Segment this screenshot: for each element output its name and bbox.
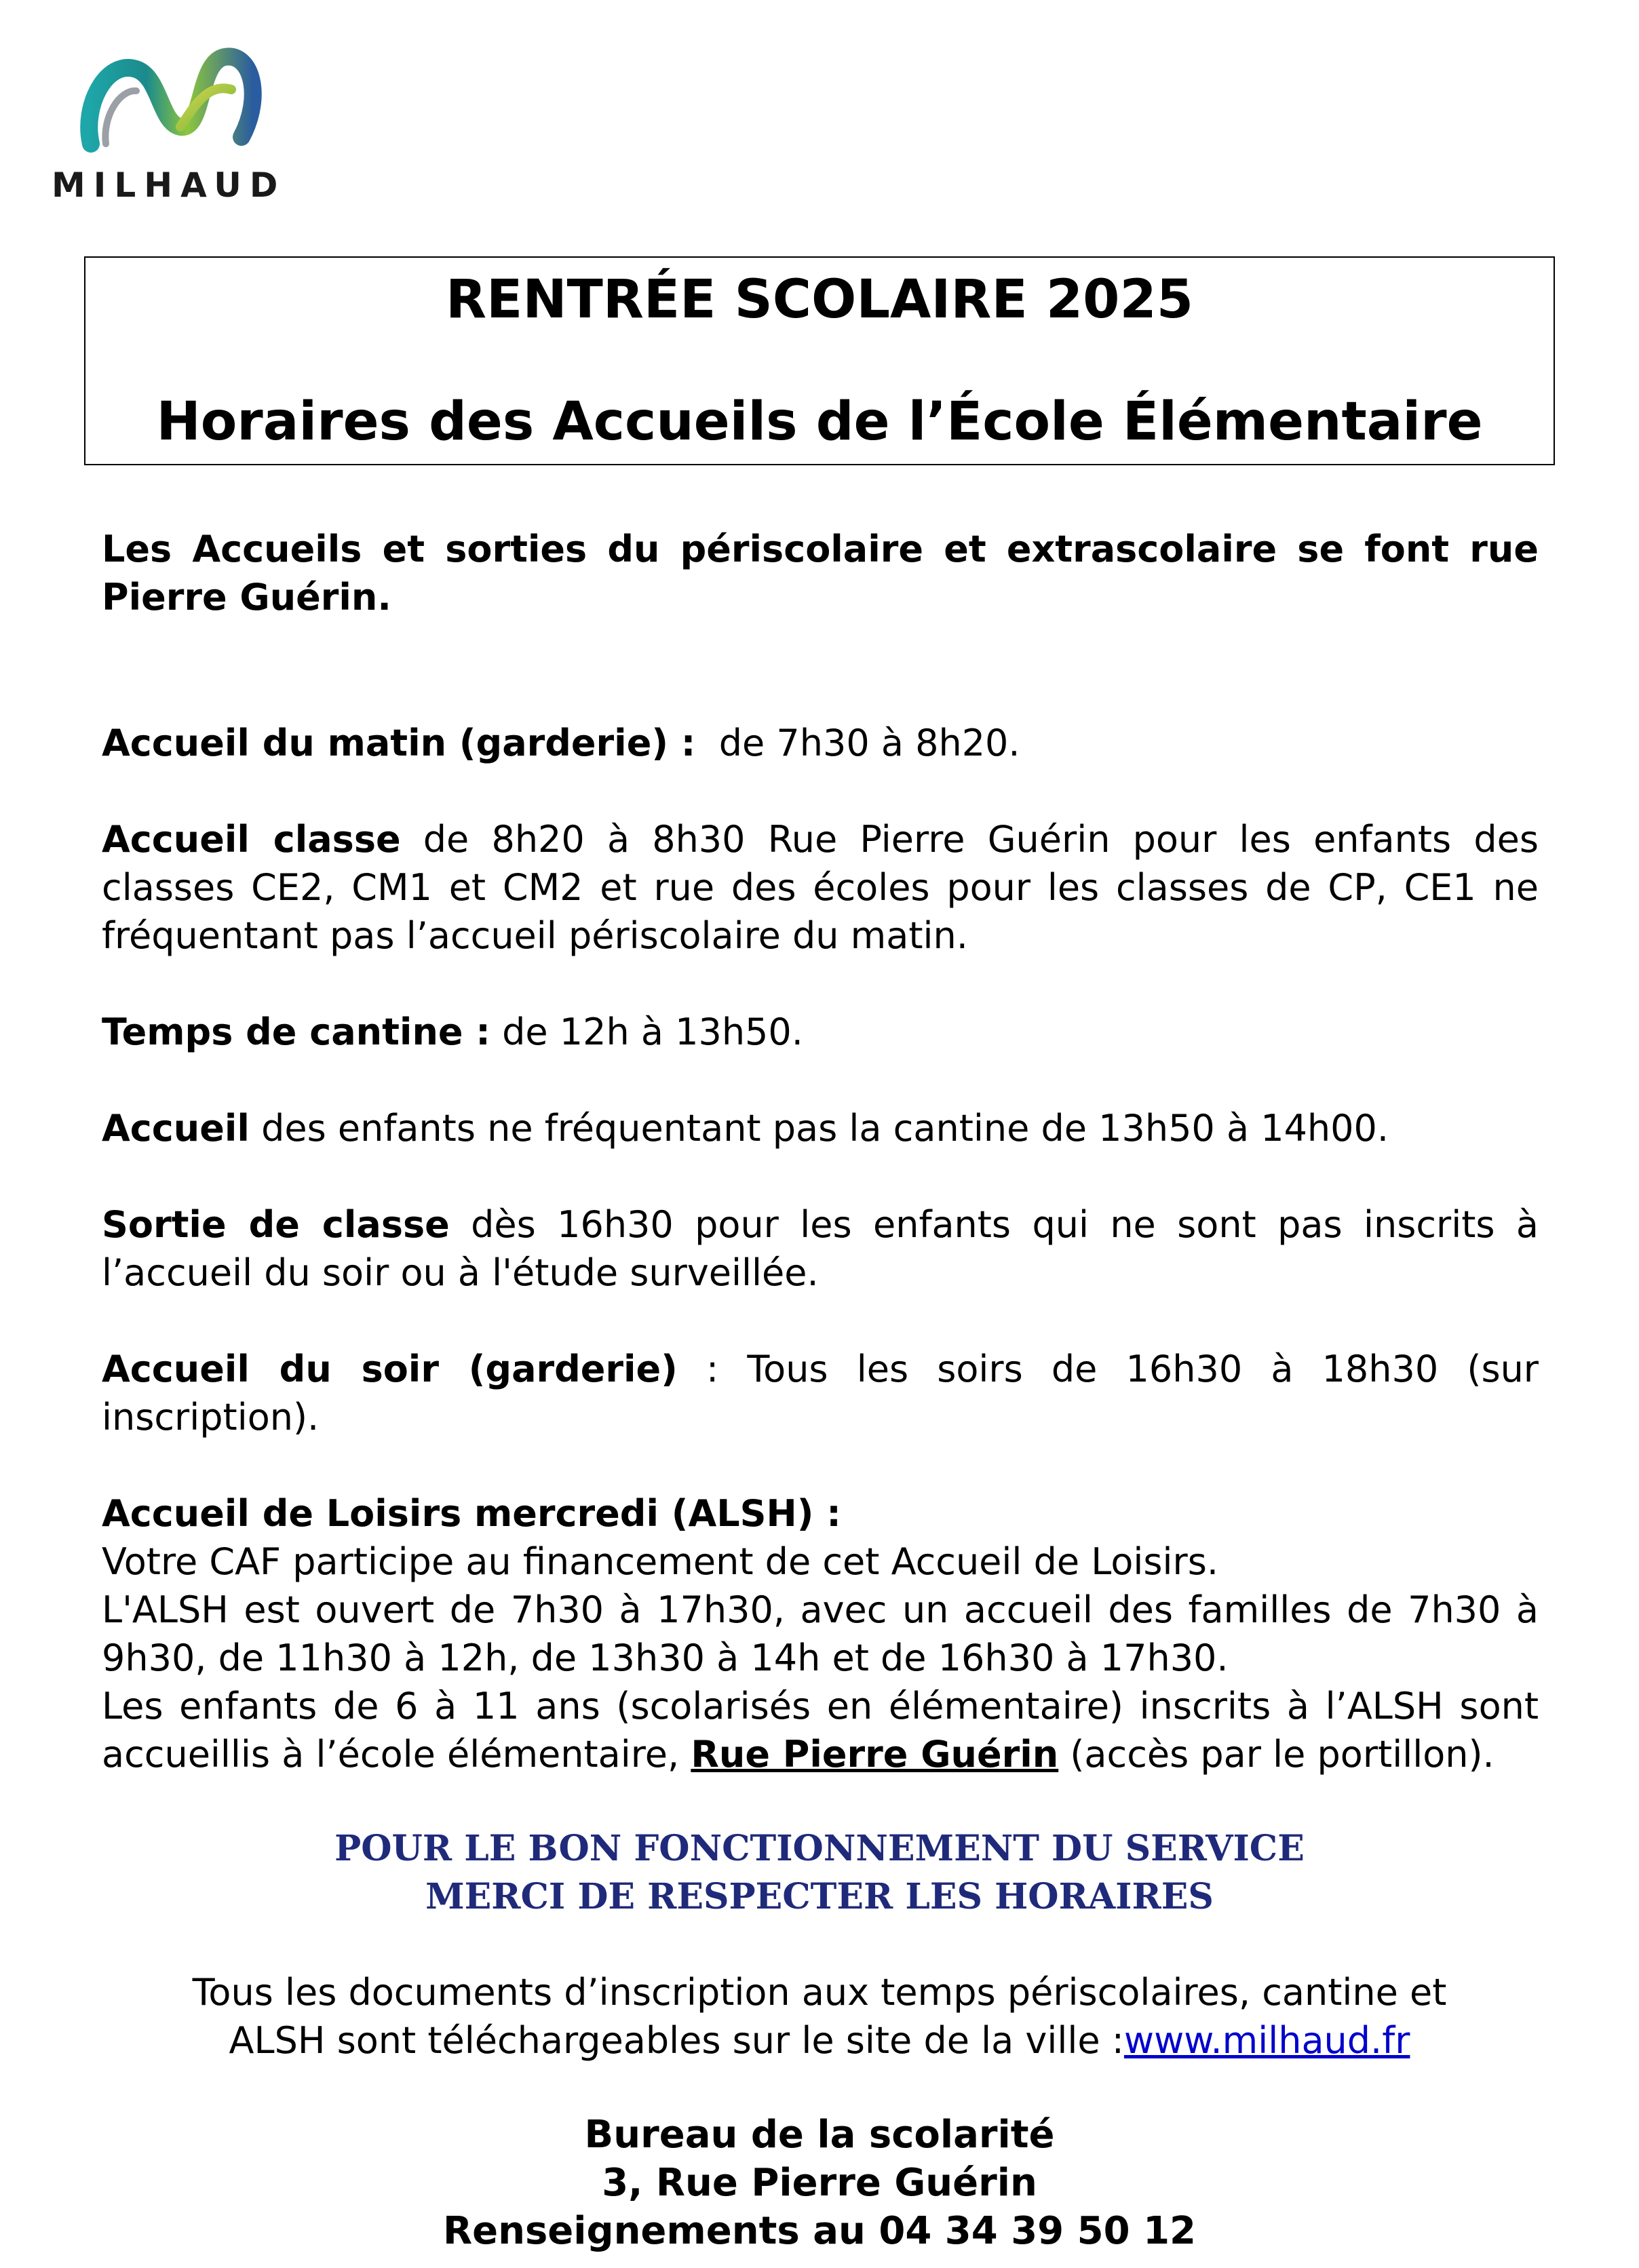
alsh-line-3-after: (accès par le portillon). [1070, 1733, 1495, 1776]
title-box [84, 256, 1555, 465]
cantine-text: de 12h à 13h50. [502, 1011, 803, 1053]
milhaud-wave-icon [79, 42, 269, 157]
section-cantine [102, 1008, 1539, 1056]
alsh-line-2: L'ALSH est ouvert de 7h30 à 17h30, avec un accueil des familles de 7h30 à 9h30, de 11h30 à 12h, de 13h30 à 14h et de 16h30 à 17h30. [102, 1588, 1539, 1679]
section-accueil [102, 1104, 1539, 1152]
footer-contact [0, 2111, 1639, 2255]
accueil-text: des enfants ne fréquentant pas la cantine de 13h50 à 14h00. [261, 1107, 1389, 1150]
section-soir [102, 1345, 1539, 1441]
classe-text: de 8h20 à 8h30 Rue Pierre Guérin pour les enfants des classes CE2, CM1 et CM2 et rue des écoles pour les classes de CP, CE1 ne fréquentant pas l’accueil périscolaire du matin. [102, 818, 1539, 957]
main-content [102, 525, 1539, 1778]
section-sortie [102, 1200, 1539, 1297]
cantine-label: Temps de cantine : [102, 1011, 490, 1053]
footer-line-1: Bureau de la scolarité [584, 2113, 1055, 2157]
title-line-2: Horaires des Accueils de l’École Élémentaire [156, 391, 1483, 452]
sortie-label: Sortie de classe [102, 1203, 450, 1246]
docs-line-2 [0, 2016, 1639, 2065]
section-alsh [102, 1489, 1539, 1778]
alsh-line-3 [102, 1682, 1539, 1778]
intro-paragraph: Les Accueils et sorties du périscolaire et extrascolaire se font rue Pierre Guérin. [102, 528, 1539, 619]
logo-text: MILHAUD [52, 165, 286, 205]
docs-line-2-text: ALSH sont téléchargeables sur le site de la ville : [229, 2019, 1124, 2062]
notice-banner [0, 1824, 1639, 1921]
footer-line-3: Renseignements au 04 34 39 50 12 [443, 2209, 1196, 2253]
notice-line-1: POUR LE BON FONCTIONNEMENT DU SERVICE [334, 1828, 1305, 1869]
soir-text: : Tous les soirs de 16h30 à 18h30 (sur inscription). [102, 1348, 1539, 1439]
soir-label: Accueil du soir (garderie) [102, 1348, 678, 1390]
alsh-address-link: Rue Pierre Guérin [691, 1733, 1059, 1776]
classe-label: Accueil classe [102, 818, 401, 861]
documents-info [0, 1968, 1639, 2065]
alsh-line-3-before: Les enfants de 6 à 11 ans (scolarisés en élémentaire) inscrits à l’ALSH sont accueillis à l’école élémentaire, [102, 1685, 1539, 1776]
footer-line-2: 3, Rue Pierre Guérin [602, 2161, 1037, 2205]
notice-line-2: MERCI DE RESPECTER LES HORAIRES [425, 1876, 1214, 1917]
section-matin [102, 719, 1539, 767]
docs-line-1: Tous les documents d’inscription aux temps périscolaires, cantine et [192, 1971, 1447, 2014]
alsh-label: Accueil de Loisirs mercredi (ALSH) : [102, 1492, 841, 1535]
matin-label: Accueil du matin (garderie) : [102, 722, 696, 764]
title-line-1: RENTRÉE SCOLAIRE 2025 [445, 269, 1194, 330]
alsh-line-1: Votre CAF participe au financement de cet Accueil de Loisirs. [102, 1540, 1219, 1583]
website-link[interactable]: www.milhaud.fr [1123, 2019, 1410, 2062]
sortie-text: dès 16h30 pour les enfants qui ne sont pas inscrits à l’accueil du soir ou à l'étude surveillée. [102, 1203, 1539, 1294]
milhaud-logo [52, 42, 296, 205]
section-classe [102, 815, 1539, 960]
accueil-label: Accueil [102, 1107, 250, 1150]
matin-text: de 7h30 à 8h20. [718, 722, 1020, 764]
